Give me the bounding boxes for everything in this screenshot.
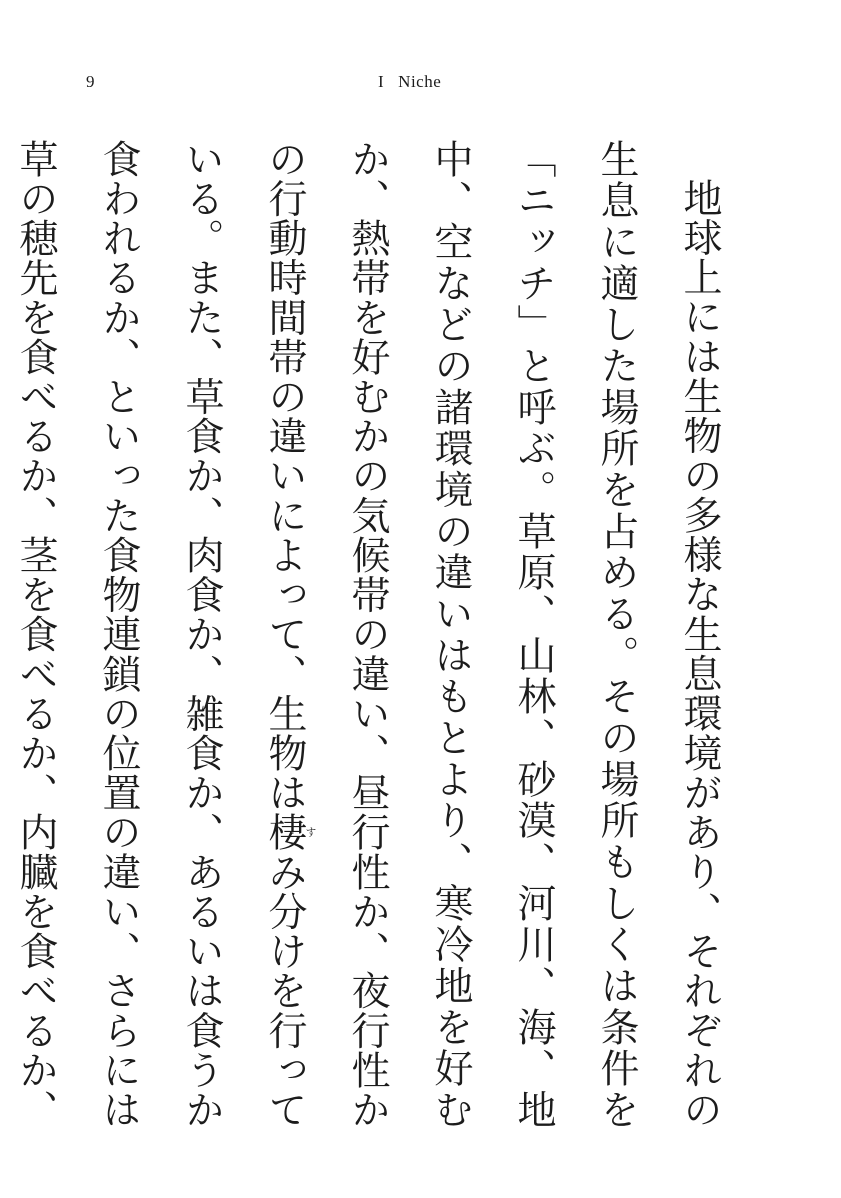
chapter-numeral: I [378,72,385,91]
page-header [0,68,841,98]
body-text [0,139,741,1129]
running-head [378,72,441,92]
ruby-base: 棲 [262,812,307,853]
ruby-reading: す [304,812,317,852]
text-segment: み分けを行っている。また、草食か、肉食か、雑食か、あるいは食うか食われるか、といった食物連鎖の位置の違い、さらには草の穂先を食べるか、茎を食べるか、内臓を食べるか、 [13,139,307,1129]
text-segment: 地球上には生物の多様な生息環境があり、それぞれの生息に適した場所を占める。その場所もしくは条件を「ニッチ」と呼ぶ。草原、山林、砂漠、河川、海、地中、空などの諸環境の違いはもとより、寒冷地を好むか、熱帯を好むかの気候帯の違い、昼行性か、夜行性かの行動時間帯の違いによって、生物は [262,139,722,1129]
ruby-annotation [262,812,317,853]
paragraph [0,139,741,1129]
page-number: 9 [86,72,95,91]
chapter-title: Niche [398,72,442,91]
